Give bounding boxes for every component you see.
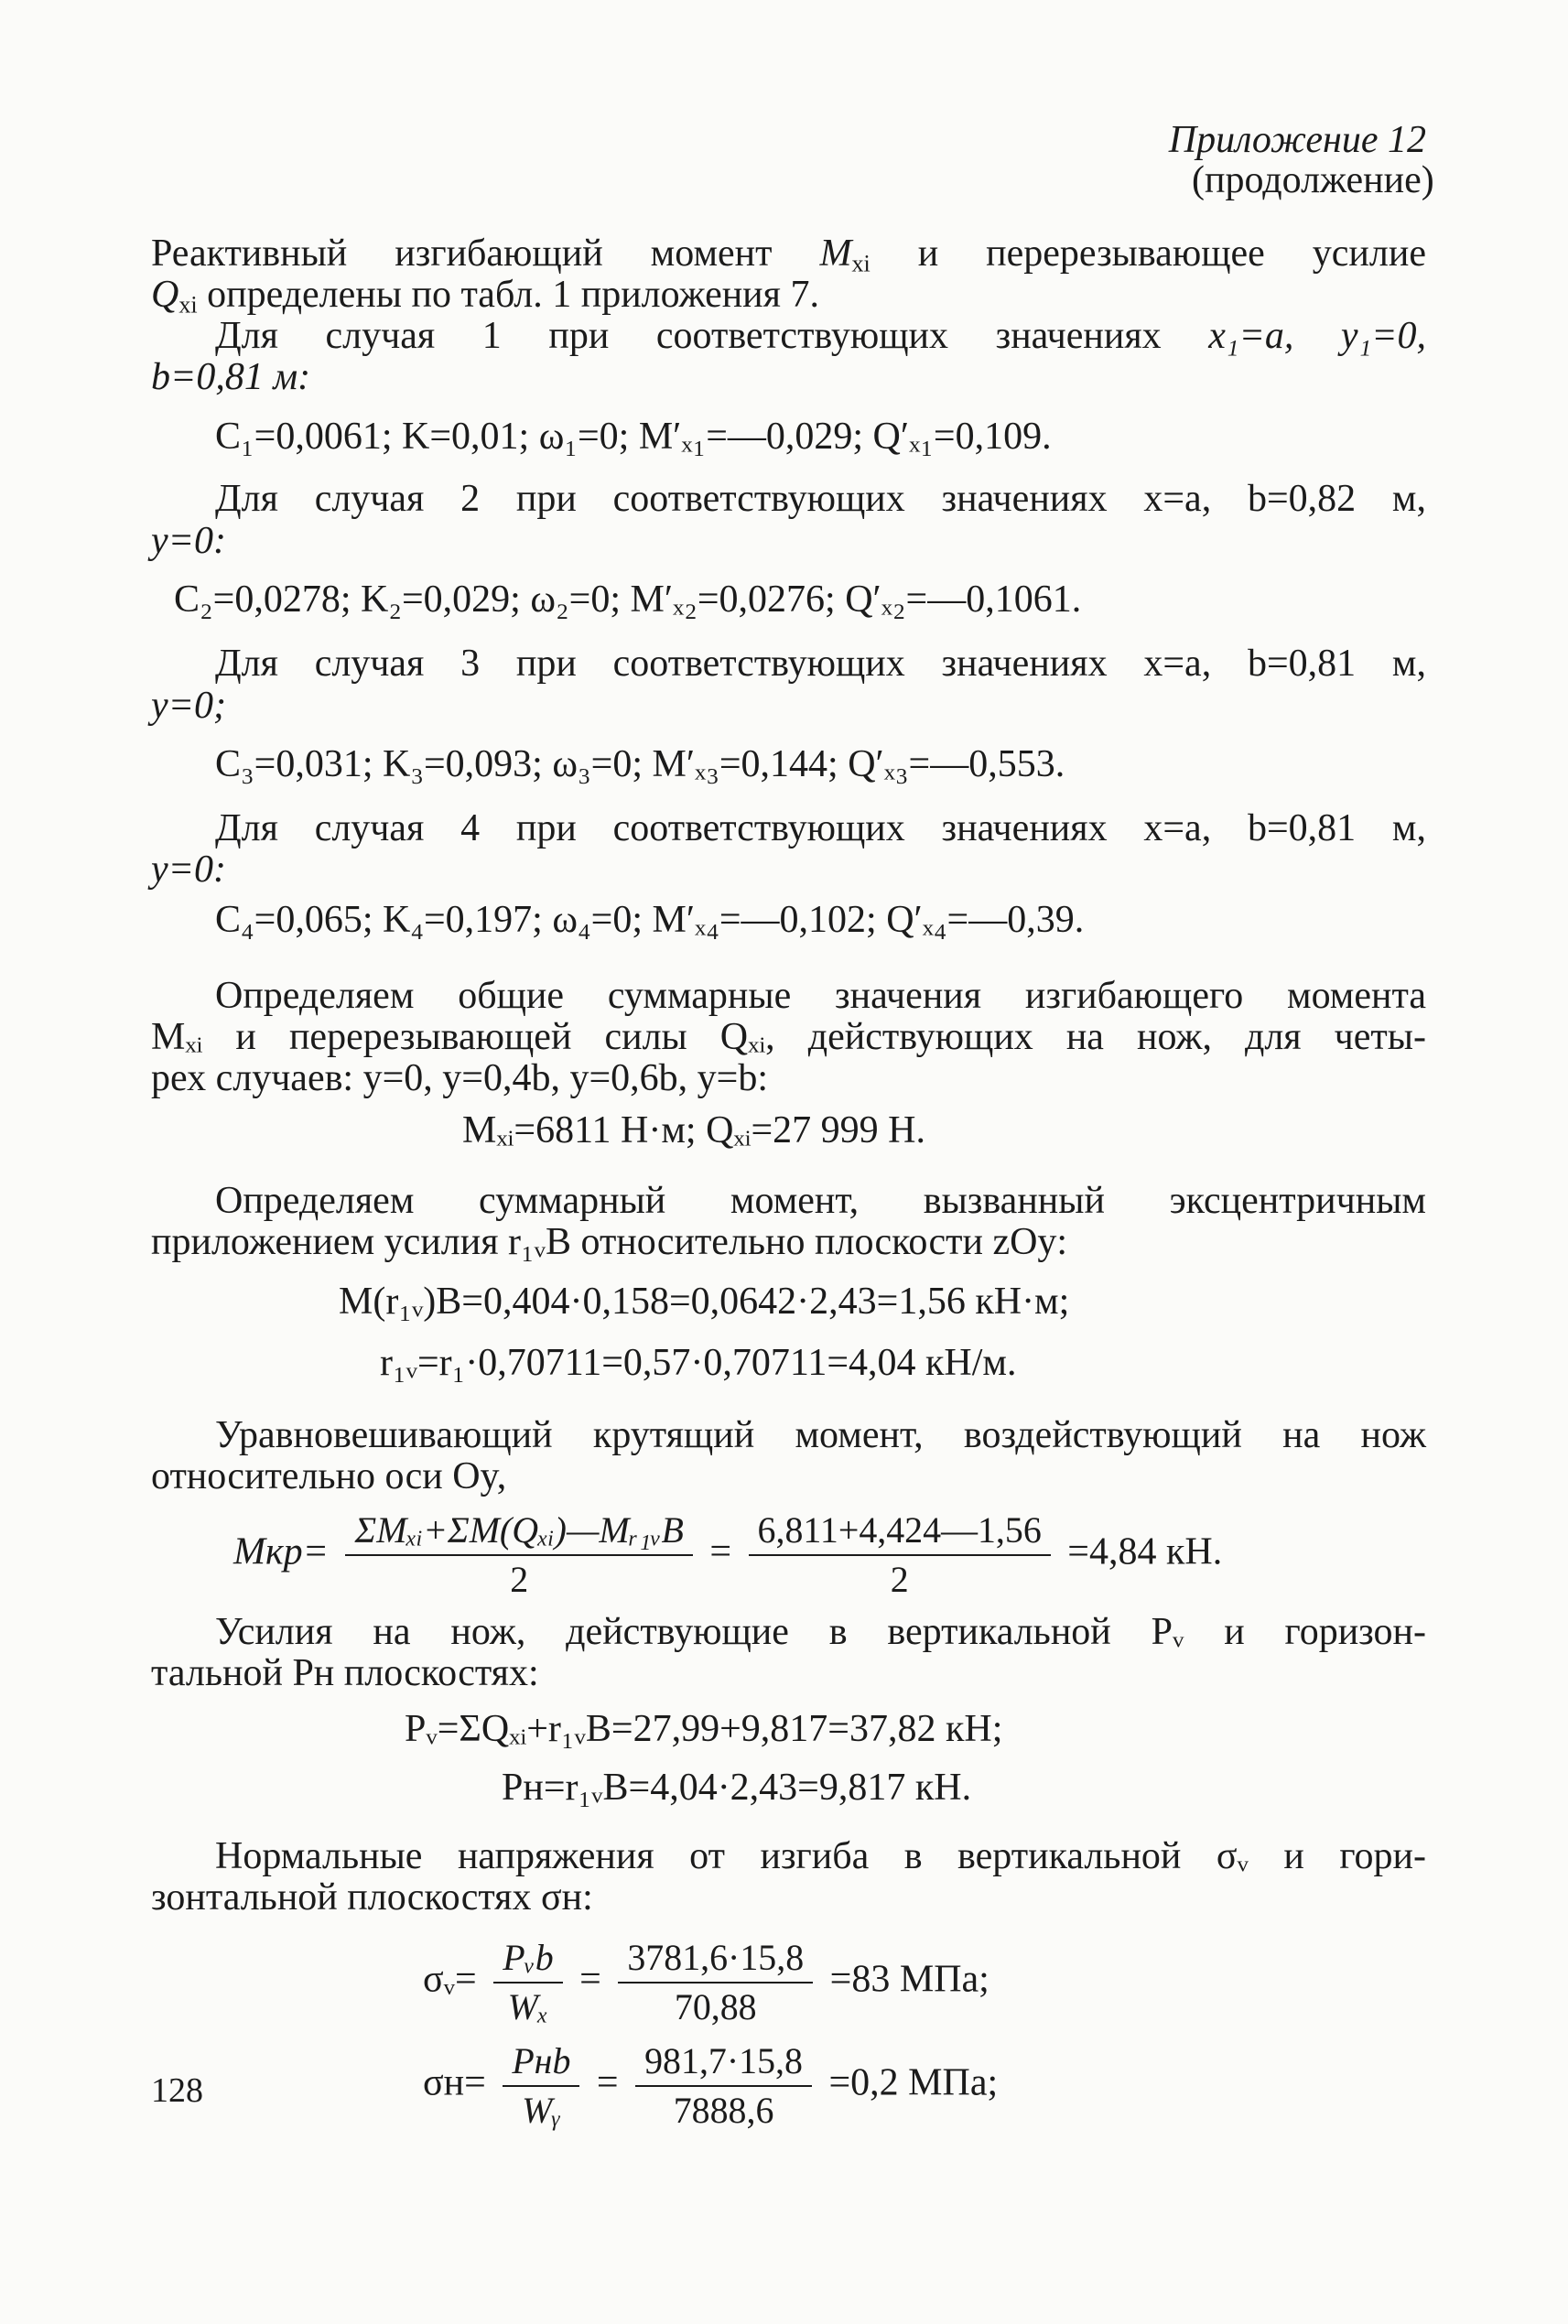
torque-frac2-den: 2 [890,1558,909,1600]
para2-formula: Mₓᵢ=6811 Н·м; Qₓᵢ=27 999 Н. [462,1109,925,1151]
para3-formula2: r₁ᵥ=r₁·0,70711=0,57·0,70711=4,04 кН/м. [380,1342,1017,1384]
sigma-v-fraction-symbolic [493,1936,562,2029]
para2-line2: Mₓᵢ и перерезывающей силы Qₓᵢ, действующих на нож, для четы- [151,1016,1426,1058]
sigma-v-fraction-numeric [618,1936,813,2029]
para3-formula1: M(r₁ᵥ)B=0,404·0,158=0,0642·2,43=1,56 кН·м; [339,1281,1070,1323]
case2-line2: y=0: [151,520,226,562]
sigma-h-fraction-numeric [635,2039,812,2133]
case4-line2: y=0: [151,849,226,891]
torque-lhs: Mкр= [233,1530,329,1573]
sigma-h-f1-den: Wᵧ [522,2089,561,2131]
sigma-v-result: =83 МПа; [829,1958,989,2001]
torque-frac1-den: 2 [510,1558,529,1600]
para6-line2: зонтальной плоскостях σн: [151,1876,593,1919]
sigma-h-f1-num: Pнb [503,2039,579,2087]
para1-line1: Реактивный изгибающий момент $M_{xi}$ и перерезывающее усилие [151,232,1426,277]
sigma-v-f2-den: 70,88 [674,1985,757,2027]
case2-values: C₂=0,0278; K₂=0,029; ω₂=0; M′ₓ₂=0,0276; Q′ₓ₂=—0,1061. [174,578,1082,621]
para6-line1: Нормальные напряжения от изгиба в вертикальной σᵥ и гори- [215,1835,1426,1877]
sigma-h-lhs: σн= [423,2061,486,2104]
sigma-v-lhs: σᵥ= [423,1958,477,2001]
sigma-v-eq: = [579,1958,601,2001]
sigma-v-f2-num: 3781,6·15,8 [618,1936,813,1984]
sigma-h-fraction-symbolic [503,2039,579,2133]
para5-line2: тальной Pн плоскостях: [151,1652,539,1694]
appendix-header-title: Приложение 12 [1168,119,1426,161]
case3-line1: Для случая 3 при соответствующих значениях x=a, b=0,81 м, [215,643,1426,685]
torque-eq: = [709,1530,732,1573]
case3-values: C₃=0,031; K₃=0,093; ω₃=0; M′ₓ₃=0,144; Q′ₓ₃=—0,553. [215,743,1065,785]
para5-formula2: Pн=r₁ᵥB=4,04·2,43=9,817 кН. [502,1767,972,1809]
sigma-h-f2-num: 981,7·15,8 [635,2039,812,2087]
case1-values: C₁=0,0061; K=0,01; ω₁=0; M′ₓ₁=—0,029; Q′ₓ₁=0,109. [215,416,1052,458]
para5-line1: Усилия на нож, действующие в вертикальной Pᵥ и горизон- [215,1611,1426,1653]
sigma-h-formula [423,2039,998,2133]
torque-formula [233,1508,1222,1602]
case1-line2: b=0,81 м: [151,356,311,398]
torque-result: =4,84 кН. [1067,1530,1223,1573]
torque-frac1-num: ΣMₓᵢ+ΣM(Qₓᵢ)—Mᵣ₁ᵥB [345,1508,692,1556]
case4-line1: Для случая 4 при соответствующих значениях x=a, b=0,81 м, [215,807,1426,849]
para5-formula1: Pᵥ=ΣQₓᵢ+r₁ᵥB=27,99+9,817=37,82 кН; [405,1708,1003,1750]
sigma-h-eq: = [596,2061,619,2104]
para3-line1: Определяем суммарный момент, вызванный эксцентричным [215,1180,1426,1222]
sigma-v-formula [423,1936,989,2029]
para4-line2: относительно оси Oy, [151,1455,507,1497]
para1-line2: $Q_{xi}$ определены по табл. 1 приложения 7. [151,274,819,319]
case2-line1: Для случая 2 при соответствующих значениях x=a, b=0,82 м, [215,478,1426,520]
case1-line1: Для случая 1 при соответствующих значениях x₁=a, y₁=0, [215,315,1427,357]
torque-frac2-num: 6,811+4,424—1,56 [749,1508,1051,1556]
sigma-h-result: =0,2 МПа; [828,2061,999,2104]
appendix-header-subtitle: (продолжение) [1192,159,1434,201]
torque-fraction-symbolic [345,1508,692,1602]
case4-values: C₄=0,065; K₄=0,197; ω₄=0; M′ₓ₄=—0,102; Q′ₓ₄=—0,39. [215,899,1085,941]
sigma-v-f1-num: Pᵥb [493,1936,562,1984]
para4-line1: Уравновешивающий крутящий момент, воздействующий на нож [215,1414,1426,1456]
sigma-h-f2-den: 7888,6 [673,2089,774,2131]
para2-line1: Определяем общие суммарные значения изгибающего момента [215,975,1426,1017]
page-number: 128 [151,2071,203,2110]
para2-line3: рех случаев: y=0, y=0,4b, y=0,6b, y=b: [151,1057,769,1099]
sigma-v-f1-den: Wₓ [507,1985,549,2027]
torque-fraction-numeric [749,1508,1051,1602]
para3-line2: приложением усилия r₁ᵥB относительно плоскости zOy: [151,1221,1068,1263]
case3-line2: y=0; [151,685,226,727]
